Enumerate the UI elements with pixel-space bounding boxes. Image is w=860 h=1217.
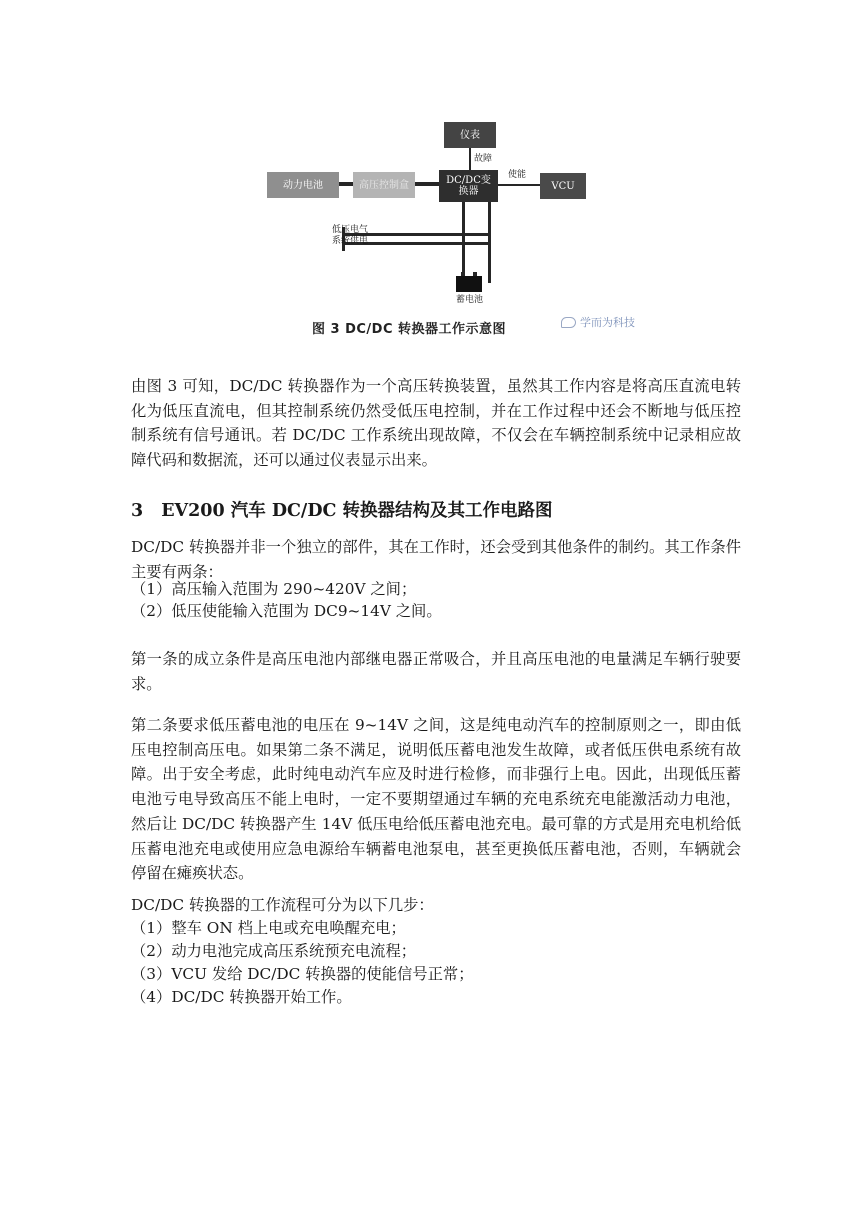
dcdc-box: [439, 170, 498, 202]
meter-label: 仪表: [460, 129, 480, 141]
vcu-box: [540, 173, 586, 199]
hvbox-dcdc-wire: [415, 182, 439, 186]
dcdc-down-wire-right: [488, 198, 491, 283]
dcdc-vcu-wire: [498, 184, 540, 186]
meter-fault-wire: [469, 146, 471, 173]
power-battery-box: [267, 172, 339, 198]
dcdc-down-wire-left: [462, 198, 465, 283]
figure-caption: 图 3 DC/DC 转换器工作示意图: [312, 322, 507, 337]
step-4: （4）DC/DC 转换器开始工作。: [131, 988, 352, 1006]
battery-terminal-right: [473, 272, 477, 276]
section-heading: [131, 497, 553, 522]
dcdc-diagram: [262, 118, 635, 343]
paragraph-2: DC/DC 转换器并非一个独立的部件，其在工作时，还会受到其他条件的制约。其工作条件主要有两条：: [131, 538, 741, 581]
condition-1: （1）高压输入范围为 290~420V 之间；: [131, 580, 417, 598]
workflow-intro: DC/DC 转换器的工作流程可分为以下几步：: [131, 896, 434, 914]
paragraph-3: 第一条的成立条件是高压电池内部继电器正常吸合，并且高压电池的电量满足车辆行驶要求。: [131, 650, 741, 693]
enable-label: 使能: [508, 170, 527, 180]
hv-control-box: [353, 172, 415, 198]
section-number: 3: [131, 501, 144, 521]
vcu-label: VCU: [551, 180, 575, 192]
step-3: （3）VCU 发给 DC/DC 转换器的使能信号正常；: [131, 965, 474, 983]
section-title: EV200 汽车 DC/DC 转换器结构及其工作电路图: [161, 501, 553, 521]
dcdc-label: DC/DC变换器: [446, 175, 491, 197]
fault-label: 故障: [474, 154, 493, 164]
hv-control-label: 高压控制盒: [359, 179, 409, 191]
storage-battery-icon: [456, 276, 482, 292]
meter-box: [444, 122, 496, 148]
storage-battery-label: 蓄电池: [456, 295, 484, 305]
paragraph-1: 由图 3 可知，DC/DC 转换器作为一个高压转换装置，虽然其工作内容是将高压直流电转化为低压直流电，但其控制系统仍然受低压电控制，并在工作过程中还会不断地与低压控制系统有信号通讯。若 DC/DC 工作系统出现故障，不仅会在车辆控制系统中记录相应故障代码和数据流，还可以通过仪表显示出来。: [131, 377, 741, 470]
battery-terminal-left: [461, 272, 465, 276]
paragraph-4: 第二条要求低压蓄电池的电压在 9~14V 之间，这是纯电动汽车的控制原则之一，即由低压电控制高压电。如果第二条不满足，说明低压蓄电池发生故障，或者低压供电系统有故障。出于安全考虑，此时纯电动汽车应及时进行检修，而非强行上电。因此，出现低压蓄电池亏电导致高压不能上电时，一定不要期望通过车辆的充电系统充电能激活动力电池，然后让 DC/DC 转换器产生 14V 低压电给低压蓄电池充电。最可靠的方式是用充电机给低压蓄电池充电或使用应急电源给车辆蓄电池泵电，甚至更换低压蓄电池，否则，车辆就会停留在瘫痪状态。: [131, 716, 741, 883]
step-1: （1）整车 ON 档上电或充电唤醒充电；: [131, 919, 406, 937]
watermark-text: 学而为科技: [580, 316, 635, 329]
lv-supply-label-1: 低压电气: [332, 225, 369, 235]
watermark: [561, 314, 635, 330]
battery-hv-wire: [339, 182, 353, 186]
condition-2: （2）低压使能输入范围为 DC9~14V 之间。: [131, 602, 442, 620]
lv-supply-label-2: 系统供电: [332, 236, 369, 246]
power-battery-label: 动力电池: [283, 179, 323, 191]
step-2: （2）动力电池完成高压系统预充电流程；: [131, 942, 417, 960]
wechat-icon: [561, 317, 576, 328]
